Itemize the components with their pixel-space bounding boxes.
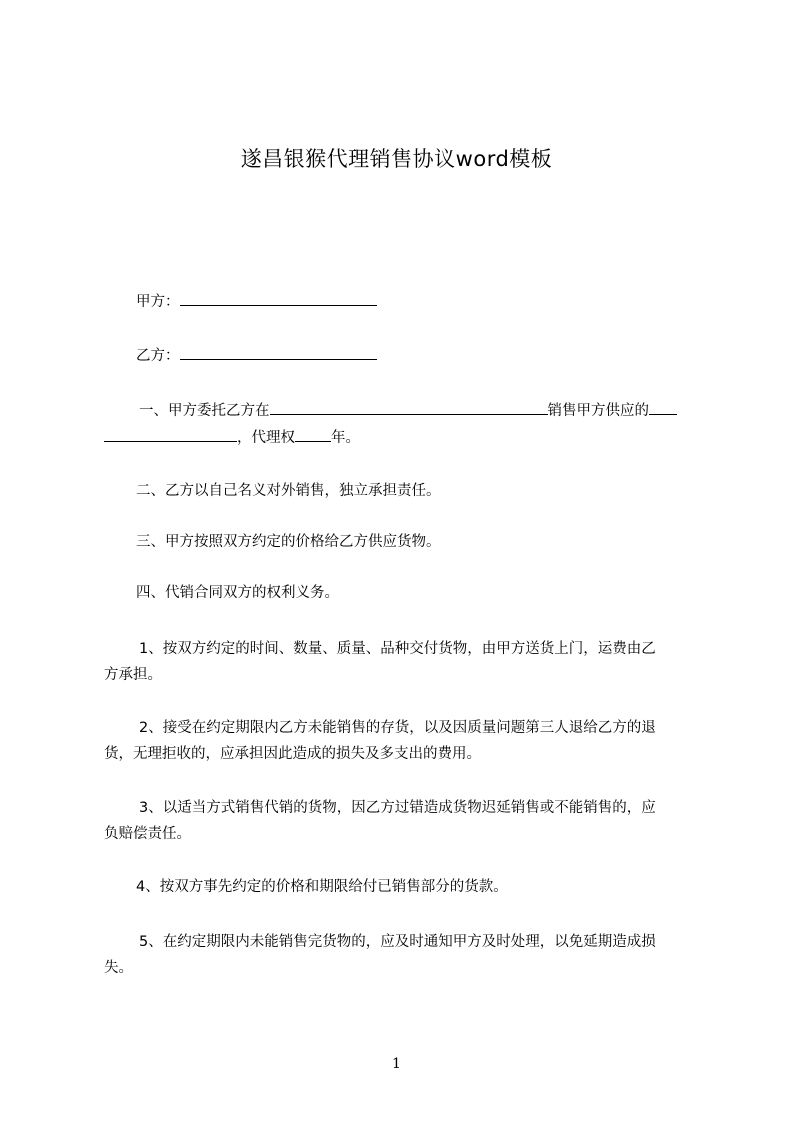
party-a-line bbox=[104, 290, 742, 312]
item-3-line-2: 负赔偿责任。 bbox=[104, 826, 191, 842]
item-1-line-1: 1、按双方约定的时间、数量、质量、品种交付货物，由甲方送货上门，运费由乙 bbox=[139, 641, 656, 657]
clause-1-goods-blank-a bbox=[649, 399, 677, 415]
party-a-label: 甲方： bbox=[136, 294, 180, 310]
item-4: 4、按双方事先约定的价格和期限给付已销售部分的货款。 bbox=[136, 879, 508, 895]
item-3-line-1: 3、以适当方式销售代销的货物，因乙方过错造成货物迟延销售或不能销售的，应 bbox=[139, 800, 656, 816]
clause-1-text-c: ，代理权 bbox=[237, 430, 295, 446]
clause-2: 二、乙方以自己名义对外销售，独立承担责任。 bbox=[136, 483, 441, 499]
page-number: 1 bbox=[392, 1056, 401, 1072]
document-title: 遂昌银猴代理销售协议word模板 bbox=[240, 147, 553, 171]
item-5-line-2: 失。 bbox=[104, 960, 133, 976]
item-5-line-1: 5、在约定期限内未能销售完货物的，应及时通知甲方及时处理，以免延期造成损 bbox=[139, 934, 656, 950]
item-1-line-2: 方承担。 bbox=[104, 667, 162, 683]
item-2-line-2: 货，无理拒收的，应承担因此造成的损失及多支出的费用。 bbox=[104, 746, 481, 762]
clause-1-years-blank bbox=[295, 426, 331, 442]
party-b-blank bbox=[180, 344, 377, 360]
clause-1-location-blank bbox=[270, 399, 548, 415]
party-a-blank bbox=[180, 290, 377, 306]
clause-1-line-1 bbox=[104, 399, 745, 421]
party-b-line bbox=[104, 344, 742, 366]
party-b-label: 乙方： bbox=[136, 348, 180, 364]
clause-1-line-2 bbox=[104, 426, 710, 448]
clause-3: 三、甲方按照双方约定的价格给乙方供应货物。 bbox=[136, 534, 441, 550]
clause-4: 四、代销合同双方的权利义务。 bbox=[136, 585, 339, 601]
clause-1-text-a: 一、甲方委托乙方在 bbox=[139, 403, 270, 419]
item-2-line-1: 2、接受在约定期限内乙方未能销售的存货，以及因质量问题第三人退给乙方的退 bbox=[139, 720, 656, 736]
clause-1-text-d: 年。 bbox=[331, 430, 360, 446]
clause-1-text-b: 销售甲方供应的 bbox=[547, 403, 649, 419]
clause-1-goods-blank-b bbox=[104, 426, 237, 442]
